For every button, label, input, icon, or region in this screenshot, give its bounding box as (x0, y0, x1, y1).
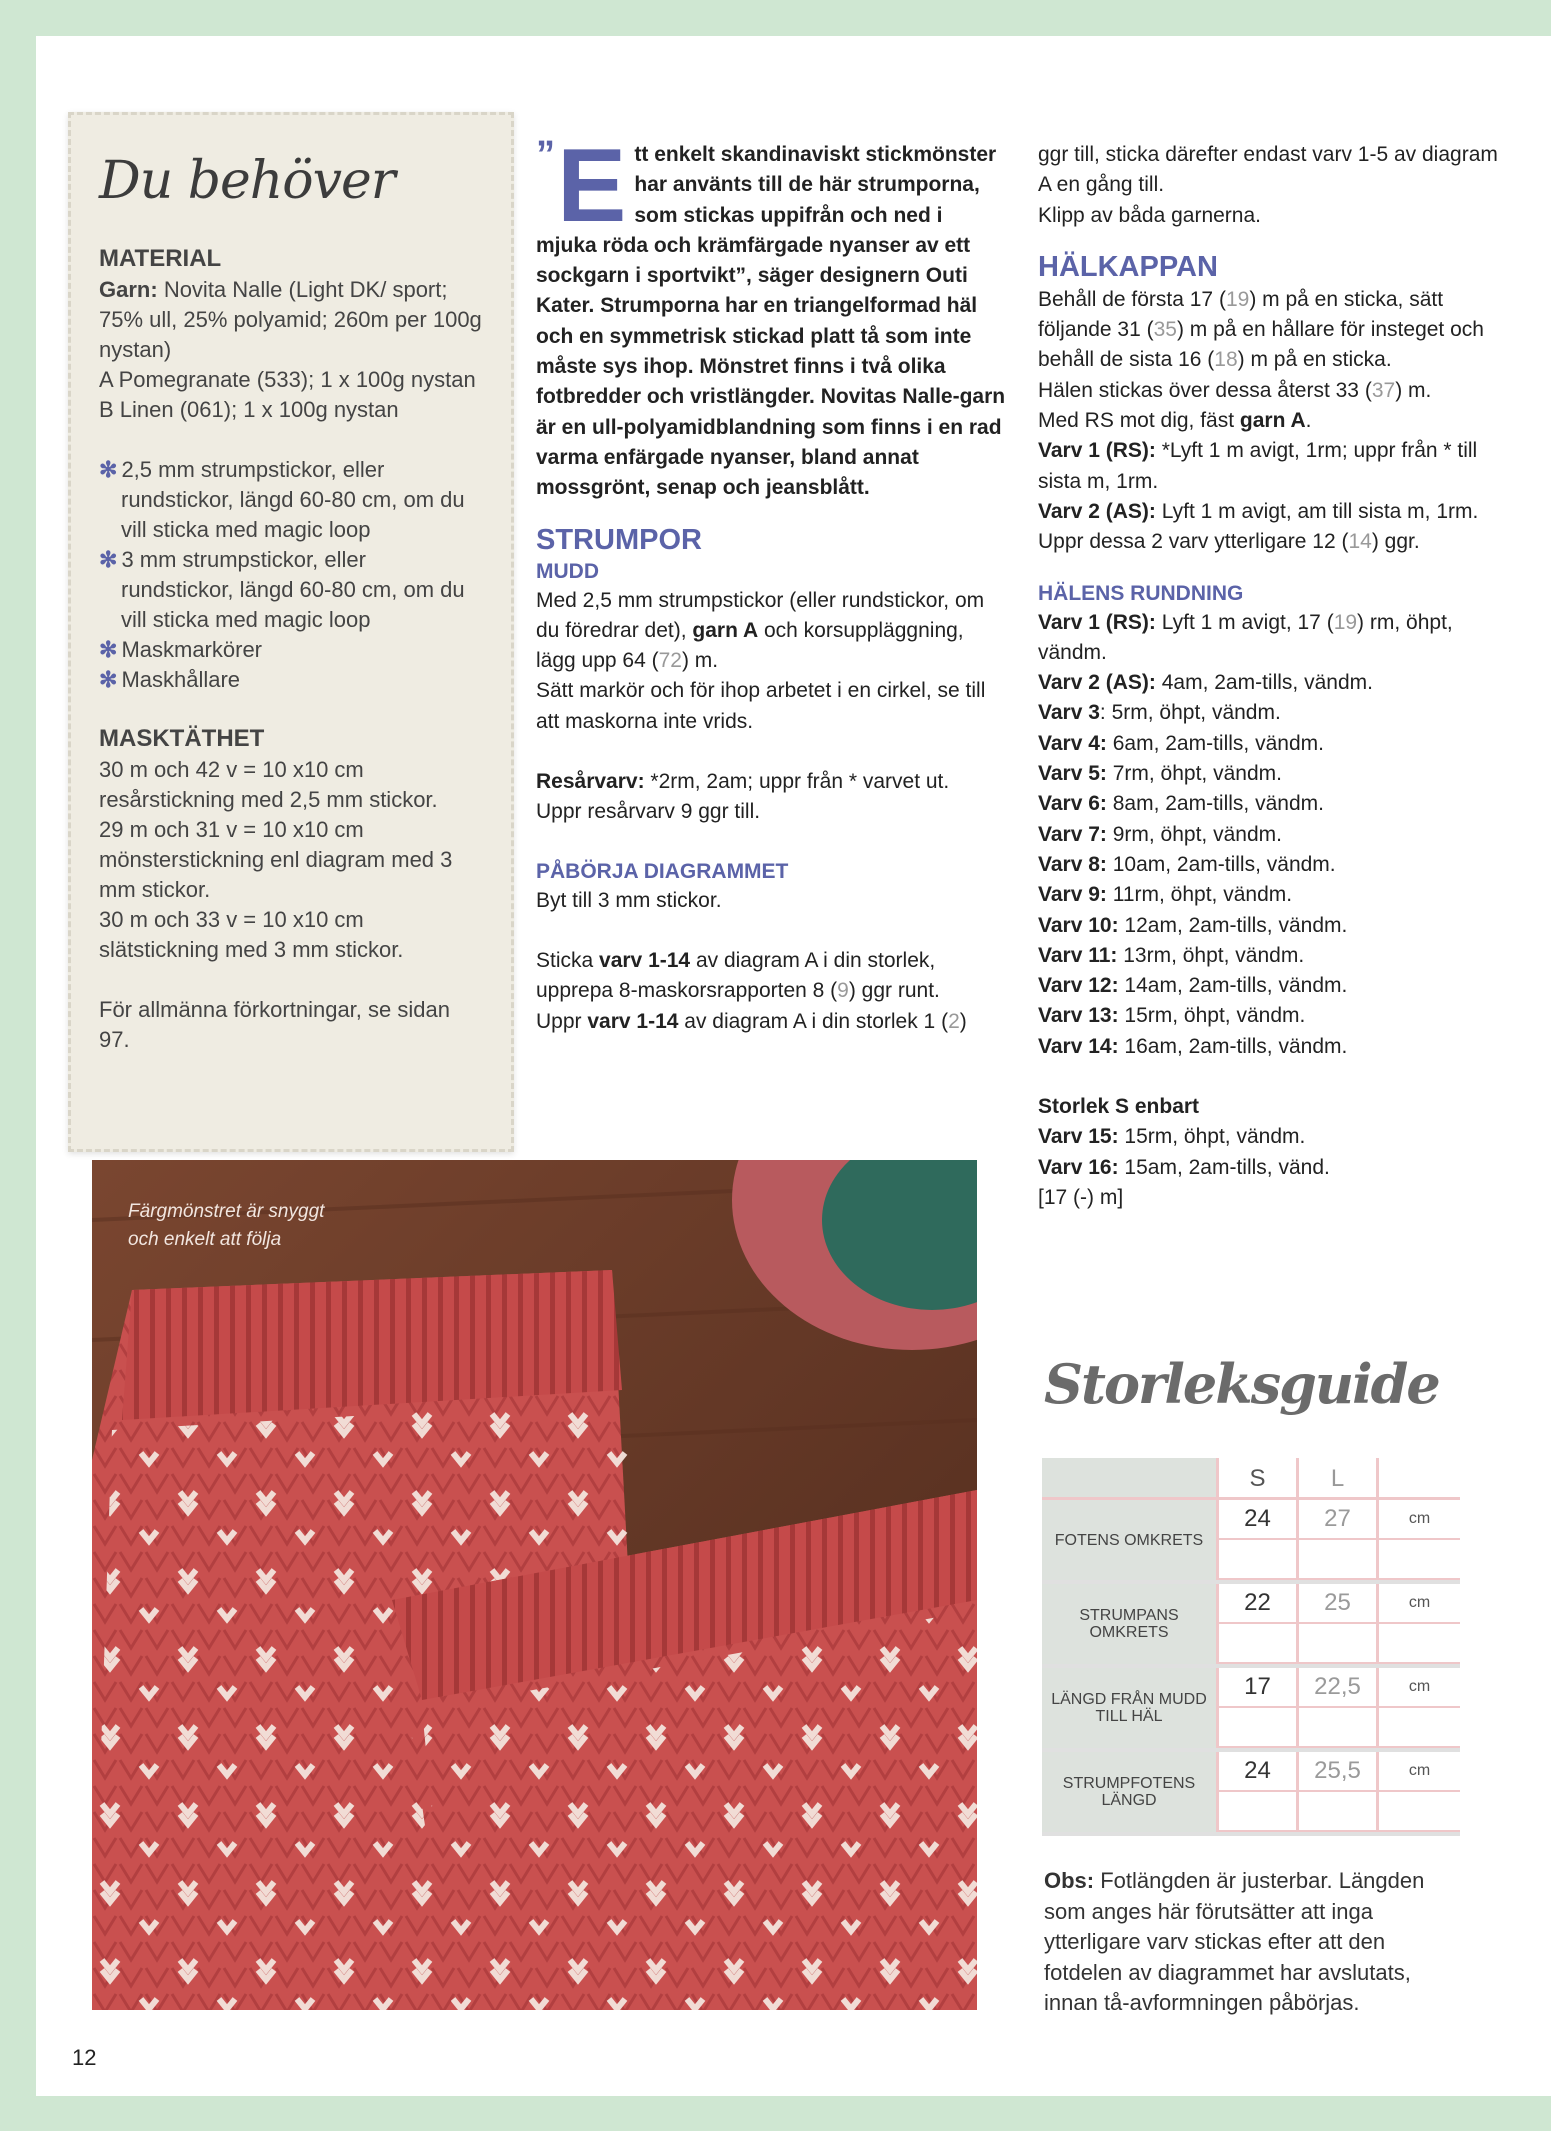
rundning-row: Varv 11: 13rm, öhpt, vändm. (1038, 943, 1305, 967)
table-row: LÄNGD FRÅN MUDD TILL HÄL 17 22,5 cm (1042, 1668, 1460, 1752)
asterisk-icon: ✻ (99, 667, 118, 692)
table-row: STRUMPFOTENS LÄNGD 24 25,5 cm (1042, 1752, 1460, 1836)
halkappan-text-3: Med RS mot dig, fäst garn A. (1038, 409, 1312, 433)
rundning-heading: HÄLENS RUNDNING (1038, 581, 1244, 605)
tools-list (99, 455, 483, 695)
gauge-heading: MASKTÄTHET (99, 725, 265, 752)
mudd-text: Med 2,5 mm strumpstickor (eller rundstickor, om du föredrar det), garn A och korsuppläggning, lägg upp 64 (72) m. (536, 588, 985, 673)
halkappan-text-1: Behåll de första 17 (19) m på en sticka, sätt följande 31 (35) m på en hållare för insteget och behåll de sista 16 (18) m på en sticka. (1038, 287, 1484, 372)
size-s-heading: Storlek S enbart (1038, 1095, 1200, 1119)
diagram-text-3: Uppr varv 1-14 av diagram A i din storlek 1 (2) (536, 1009, 967, 1033)
cut-yarn-text: Klipp av båda garnerna. (1038, 203, 1261, 227)
halkappan-row-1: Varv 1 (RS): *Lyft 1 m avigt, 1rm; uppr från * till sista m, 1rm. (1038, 439, 1478, 493)
yarn-info: Garn: Novita Nalle (Light DK/ sport; 75% ull, 25% polyamid; 260m per 100g nystan) (99, 277, 482, 362)
size-guide-title: Storleksguide (1044, 1352, 1439, 1416)
continued-text: ggr till, sticka därefter endast varv 1-5 av diagram A en gång till. (1038, 143, 1498, 197)
column-right (1038, 140, 1498, 1213)
rundning-row: Varv 5: 7rm, öhpt, vändm. (1038, 762, 1282, 786)
table-row: STRUMPANS OMKRETS 22 25 cm (1042, 1584, 1460, 1668)
asterisk-icon: ✻ (99, 637, 118, 662)
diagram-text-1: Byt till 3 mm stickor. (536, 888, 722, 912)
materials-box (68, 112, 514, 1152)
intro-paragraph: ” E tt enkelt skandinaviskt stickmönster har använts till de här strumporna, som stickas uppifrån och ned i mjuka röda och krämfärgade nyanser av ett sockgarn i sportvikt”, säger designern Outi Kater. Strumporna har en triangelformad häl och en symmetrisk stickad platt tå som inte måste sys ihop. Mönstret finns i två olika fotbredder och vristlängder. Novitas Nalle-garn är en ull-polyamidblandning som finns i en rad varma enfärgade nyanser, bland annat mossgrönt, senap och jeansblått. (536, 128, 1006, 500)
halkappan-row-2: Varv 2 (AS): Lyft 1 m avigt, am till sista m, 1rm. (1038, 499, 1479, 523)
size-guide-note: Obs: Fotlängden är justerbar. Längden som anges här förutsätter att inga ytterligare varv stickas efter att den fotdelen av diagrammet har avslutats, innan tå-avformningen påbörjas. (1044, 1868, 1425, 2015)
table-row: FOTENS OMKRETS 24 27 cm (1042, 1500, 1460, 1584)
material-heading: MATERIAL (99, 245, 222, 272)
abbreviations-note: För allmänna förkortningar, se sidan 97. (99, 997, 450, 1052)
quote-mark: ” (536, 134, 555, 176)
resar-text: Resårvarv: *2rm, 2am; uppr från * varvet ut. (536, 770, 950, 794)
list-item: ✻ Maskhållare (99, 667, 241, 692)
size-guide-table (1042, 1458, 1460, 1836)
rundning-row: Varv 4: 6am, 2am-tills, vändm. (1038, 731, 1324, 755)
halkappan-text-2: Hälen stickas över dessa återst 33 (37) m. (1038, 378, 1432, 402)
mudd-heading: MUDD (536, 559, 599, 583)
yarn-colors: A Pomegranate (533); 1 x 100g nystan B Linen (061); 1 x 100g nystan (99, 367, 476, 422)
diagram-text-2: Sticka varv 1-14 av diagram A i din storlek, upprepa 8-maskorsrapporten 8 (9) ggr runt. (536, 948, 940, 1003)
rundning-row: Varv 2 (AS): 4am, 2am-tills, vändm. (1038, 671, 1373, 695)
rundning-row: Varv 13: 15rm, öhpt, vändm. (1038, 1004, 1306, 1028)
size-s-end: [17 (-) m] (1038, 1185, 1124, 1209)
asterisk-icon: ✻ (99, 547, 118, 572)
rundning-row: Varv 1 (RS): Lyft 1 m avigt, 17 (19) rm, öhpt, vändm. (1038, 610, 1453, 664)
page-number: 12 (72, 2045, 97, 2070)
rundning-row: Varv 3: 5rm, öhpt, vändm. (1038, 701, 1281, 725)
rundning-row: Varv 9: 11rm, öhpt, vändm. (1038, 883, 1293, 907)
list-item: ✻ 3 mm strumpstickor, eller rundstickor, längd 60-80 cm, om du vill sticka med magic loop (99, 547, 465, 632)
socks-illustration (92, 1160, 977, 2010)
gauge-2: 29 m och 31 v = 10 x10 cm mönsterstickning enl diagram med 3 mm stickor. (99, 817, 453, 902)
diagram-heading: PÅBÖRJA DIAGRAMMET (536, 859, 789, 883)
halkappan-heading: HÄLKAPPAN (1038, 250, 1218, 283)
rundning-row: Varv 7: 9rm, öhpt, vändm. (1038, 822, 1282, 846)
rundning-row: Varv 10: 12am, 2am-tills, vändm. (1038, 913, 1348, 937)
rundning-row: Varv 14: 16am, 2am-tills, vändm. (1038, 1034, 1348, 1058)
strumpor-heading: STRUMPOR (536, 523, 702, 556)
table-header (1042, 1458, 1460, 1500)
rundning-row: Varv 6: 8am, 2am-tills, vändm. (1038, 792, 1324, 816)
mudd-text-2: Sätt markör och för ihop arbetet i en cirkel, se till att maskorna inte vrids. (536, 679, 986, 733)
rundning-row: Varv 12: 14am, 2am-tills, vändm. (1038, 974, 1348, 998)
dropcap: E (557, 128, 627, 244)
halkappan-repeat: Uppr dessa 2 varv ytterligare 12 (14) ggr. (1038, 530, 1420, 554)
socks-photo (92, 1160, 977, 2010)
col-s: S (1216, 1458, 1296, 1497)
list-item: ✻ Maskmarkörer (99, 637, 263, 662)
box-title: Du behöver (99, 151, 395, 211)
size-s-row: Varv 16: 15am, 2am-tills, vänd. (1038, 1155, 1330, 1179)
list-item: ✻ 2,5 mm strumpstickor, eller rundstickor, längd 60-80 cm, om du vill sticka med magic loop (99, 457, 465, 542)
rundning-row: Varv 8: 10am, 2am-tills, vändm. (1038, 852, 1336, 876)
gauge-3: 30 m och 33 v = 10 x10 cm slätstickning med 3 mm stickor. (99, 907, 404, 962)
column-middle (536, 128, 1006, 1037)
asterisk-icon: ✻ (99, 457, 118, 482)
gauge-1: 30 m och 42 v = 10 x10 cm resårstickning med 2,5 mm stickor. (99, 757, 438, 812)
photo-caption: Färgmönstret är snyggt och enkelt att följa (128, 1201, 325, 1250)
resar-text-2: Uppr resårvarv 9 ggr till. (536, 800, 761, 824)
size-s-row: Varv 15: 15rm, öhpt, vändm. (1038, 1125, 1306, 1149)
col-l: L (1296, 1458, 1376, 1497)
